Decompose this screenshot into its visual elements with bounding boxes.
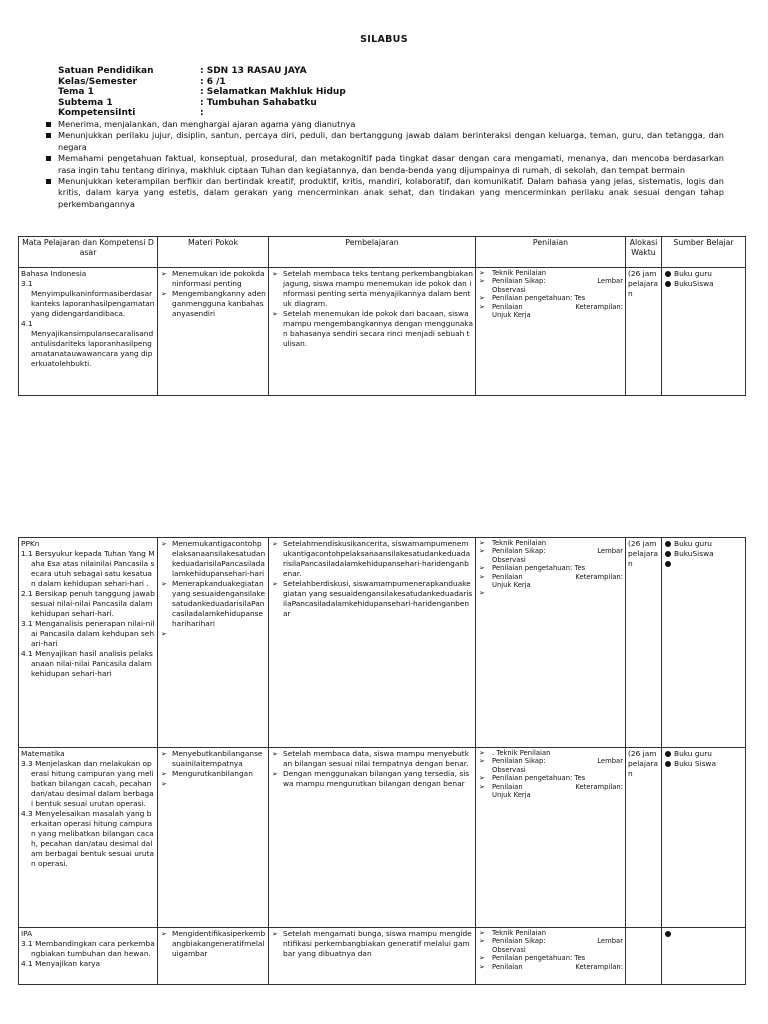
penilaian-item: ➢ Penilaian pengetahuan: Tes: [478, 954, 623, 962]
penilaian-item: ➢ Penilaian Sikap: Lembar Observasi: [478, 547, 623, 564]
meta-label: Kelas/Semester: [58, 76, 137, 87]
penilaian-item: ➢ . Teknik Penilaian: [478, 749, 623, 757]
pembelajaran-item: ➢ Setelah menemukan ide pokok dari bacaan, siswa mampu mengembangkannya dengan menggunakan bahasanya sendiri secara rinci menjadi sebuah tulisan.: [271, 309, 473, 349]
penilaian-item: ➢ Penilaian pengetahuan: Tes: [478, 774, 623, 782]
subject-name: Matematika: [21, 749, 65, 758]
sumber-item: Buku Siswa: [664, 759, 743, 769]
table-header-row: [19, 237, 746, 268]
ki-item: Memahami pengetahuan faktual, konseptual, prosedural, dan metakognitif pada tingkat dasar dengan cara mengamati, menanya, dan mencoba berdasarkan rasa ingin tahu tentang dirinya, makhluk ciptaan Tuhan dan kegiatannya, dan benda-benda yang dijumpainya di rumah, di sekolah, dan tempat bermain: [44, 153, 724, 176]
cell-materi: [158, 268, 269, 396]
ki-item: Menerima, menjalankan, dan menghargai ajaran agama yang dianutnya: [44, 119, 724, 130]
sumber-item-empty: [664, 559, 743, 569]
kd-text: 4.3 Menyelesaikan masalah yang berkaitan operasi hitung campuran yang melibatkan bilangan cacah, pecahan dan/atau desimal dalam berbagai bentuk sesuai urutan operasi.: [21, 809, 155, 868]
cell-materi: [158, 928, 269, 985]
subject-name: IPA: [21, 929, 33, 938]
cell-mapel: [19, 538, 158, 748]
meta-label: Subtema 1: [58, 97, 113, 108]
pembelajaran-item: ➢ Setelah mengamati bunga, siswa mampu mengidentifikasi perkembangbiakan generatif melalui gambar yang dibuatnya dan: [271, 929, 473, 959]
header-penilaian: Penilaian: [476, 237, 626, 268]
penilaian-item: ➢ Teknik Penilaian: [478, 929, 623, 937]
meta-label: Satuan Pendidikan: [58, 66, 154, 76]
materi-item: ➢ Mengembangkanny adenganmengguna kanbahasanyasendiri: [160, 289, 266, 319]
penilaian-item-empty: [478, 589, 623, 599]
kd-text: 4.1 Menyajikan karya: [21, 959, 101, 968]
penilaian-item: ➢ Penilaian pengetahuan: Tes: [478, 564, 623, 572]
kd-text: 1.1 Bersyukur kepada Tuhan Yang Maha Esa atas nilainilai Pancasila secara utuh sebagai satu kesatuan dalam kehidupan sehari-hari .: [21, 549, 155, 588]
meta-value: :: [200, 108, 204, 118]
cell-pembelajaran: [269, 538, 476, 748]
table-row-bahasa-indonesia: [19, 268, 746, 396]
cell-pembelajaran: [269, 268, 476, 396]
cell-sumber: [662, 748, 746, 928]
syllabus-table-1: [18, 236, 746, 396]
cell-alokasi: [626, 928, 662, 985]
penilaian-item: ➢ Penilaian Keterampilan: Unjuk Kerja: [478, 303, 623, 320]
penilaian-item: ➢ Penilaian Keterampilan: Unjuk Kerja: [478, 783, 623, 800]
cell-sumber: [662, 538, 746, 748]
kd-text: Menyajikansimpulansecaralisandantulisdariteks laporanhasilpengamatanatauwawancara yang diperkuatolehbukti.: [31, 329, 154, 368]
materi-item: ➢ MenemukantigacontohpelaksanaansilakesatudankeduadarisilaPancasiladalamkehidupansehari-hari: [160, 539, 266, 579]
meta-value: : Tumbuhan Sahabatku: [200, 97, 317, 108]
cell-penilaian: [476, 748, 626, 928]
cell-mapel: [19, 928, 158, 985]
materi-item: ➢ Menyebutkanbilangansesuainilaitempatnya: [160, 749, 266, 769]
identity-block: [58, 66, 346, 119]
cell-sumber: [662, 268, 746, 396]
ki-item: Menunjukkan keterampilan berfikir dan bertindak kreatif, produktif, kritis, mandiri, kolaboratif, dan komunikatif. Dalam bahasa yang jelas, sistematis, logis dan kritis, dalam karya yang estetis, dalam gerakan yang mencerminkan anak sehat, dan tindakan yang mencerminkan perilaku anak sesuai dengan tahap perkembangannya: [44, 176, 724, 210]
pembelajaran-item: ➢ Setelah membaca data, siswa mampu menyebutkan bilangan sesuai nilai tempatnya dengan benar.: [271, 749, 473, 769]
subject-name: Bahasa Indonesia: [21, 269, 87, 278]
kd-number: 4.1: [21, 319, 33, 328]
cell-penilaian: [476, 928, 626, 985]
meta-value: : 6 /1: [200, 76, 226, 87]
materi-item: ➢ Menemukan ide pokokdaninformasi penting: [160, 269, 266, 289]
cell-alokasi: (26 jam pelajaran: [626, 268, 662, 396]
kd-text: 3.1 Membandingkan cara perkembangbiakan tumbuhan dan hewan.: [21, 939, 155, 958]
meta-value: : Selamatkan Makhluk Hidup: [200, 87, 346, 97]
materi-item-empty: [160, 629, 266, 639]
pembelajaran-item: ➢ Setelahberdiskusi, siswamampumenerapkanduakegiatan yang sesuaidengansilakesatudankeduadarisilaPancasiladalamkehidupansehari-haridenganbenar: [271, 579, 473, 619]
subject-name: PPKn: [21, 539, 40, 548]
penilaian-item: ➢ Penilaian Sikap: Lembar Observasi: [478, 277, 623, 294]
header-sumber: Sumber Belajar: [662, 237, 746, 268]
materi-item: ➢ Mengidentifikasiperkembangbiakangeneratifmelaluigambar: [160, 929, 266, 959]
penilaian-item: ➢ Teknik Penilaian: [478, 269, 623, 277]
cell-penilaian: [476, 538, 626, 748]
table-row-matematika: [19, 748, 746, 928]
cell-alokasi: (26 jam pelajaran: [626, 748, 662, 928]
sumber-item-empty: [664, 929, 743, 939]
pembelajaran-item: ➢ Setelah membaca teks tentang perkembangbiakan jagung, siswa mampu menemukan ide pokok dan informasi penting serta menyajikannya dalam bentuk diagram.: [271, 269, 473, 309]
penilaian-item: ➢ Penilaian Sikap: Lembar Observasi: [478, 937, 623, 954]
meta-label: Tema 1: [58, 87, 94, 97]
penilaian-item: ➢ Penilaian Sikap: Lembar Observasi: [478, 757, 623, 774]
cell-pembelajaran: [269, 928, 476, 985]
table-row-ppkn: [19, 538, 746, 748]
sumber-item: BukuSiswa: [664, 549, 743, 559]
cell-pembelajaran: [269, 748, 476, 928]
kd-text: 4.1 Menyajikan hasil analisis pelaksanaan nilai-nilai Pancasila dalam kehidupan sehari-hari: [21, 649, 153, 678]
cell-alokasi: (26 jam pelajaran: [626, 538, 662, 748]
sumber-item: Buku guru: [664, 539, 743, 549]
meta-value: : SDN 13 RASAU JAYA: [200, 66, 307, 76]
materi-item: ➢ Mengurutkanbilangan: [160, 769, 266, 779]
header-mapel: Mata Pelajaran dan Kompetensi Dasar: [19, 237, 158, 268]
penilaian-item: ➢ Teknik Penilaian: [478, 539, 623, 547]
header-pembelajaran: Pembelajaran: [269, 237, 476, 268]
cell-materi: [158, 538, 269, 748]
kd-number: 3.1: [21, 279, 33, 288]
header-alokasi: Alokasi Waktu: [626, 237, 662, 268]
kd-text: 3.3 Menjelaskan dan melakukan operasi hitung campuran yang melibatkan bilangan cacah, pecahan dan/atau desimal dalam berbagai bentuk sesuai urutan operasi.: [21, 759, 154, 808]
penilaian-item: ➢ Penilaian Keterampilan: Unjuk Kerja: [478, 573, 623, 590]
penilaian-item: ➢ Penilaian Keterampilan:: [478, 963, 623, 971]
meta-label: KompetensiInti: [58, 108, 136, 118]
kd-text: Menyimpulkaninformasiberdasarkanteks laporanhasilpengamatan yang didengardandibaca.: [31, 289, 155, 318]
sumber-item: Buku guru: [664, 269, 743, 279]
cell-sumber: [662, 928, 746, 985]
document-title: SILABUS: [360, 34, 408, 45]
pembelajaran-item: ➢ Dengan menggunakan bilangan yang tersedia, siswa mampu mengurutkan bilangan dengan benar: [271, 769, 473, 789]
syllabus-table-2: [18, 537, 746, 985]
cell-materi: [158, 748, 269, 928]
ki-item: Menunjukkan perilaku jujur, disiplin, santun, percaya diri, peduli, dan bertanggung jawab dalam berinteraksi dengan keluarga, teman, guru, dan tetangga, dan negara: [44, 130, 724, 153]
sumber-item: BukuSiswa: [664, 279, 743, 289]
pembelajaran-item: ➢ Setelahmendiskusikancerita, siswamampumenemukantigacontohpelaksanaansilakesatudankeduadarisilaPancasiladalamkehidupansehari-haridenganbenar.: [271, 539, 473, 579]
sumber-item: Buku guru: [664, 749, 743, 759]
table-row-ipa: [19, 928, 746, 985]
cell-mapel: [19, 748, 158, 928]
penilaian-item: ➢ Penilaian pengetahuan: Tes: [478, 294, 623, 302]
cell-penilaian: [476, 268, 626, 396]
header-materi: Materi Pokok: [158, 237, 269, 268]
kompetensi-inti-list: [44, 119, 724, 210]
materi-item: ➢ Menerapkanduakegiatan yang sesuaidengansilakesatudankeduadarisilaPancasiladalamkehidupansehariharihari: [160, 579, 266, 629]
kd-text: 2.1 Bersikap penuh tanggung jawab sesuai nilai-nilai Pancasila dalam kehidupan sehari-hari.: [21, 589, 155, 618]
cell-mapel: [19, 268, 158, 396]
materi-item-empty: [160, 779, 266, 789]
kd-text: 3.1 Menganalisis penerapan nilai-nilai Pancasila dalam kehdupan sehari-hari: [21, 619, 155, 648]
